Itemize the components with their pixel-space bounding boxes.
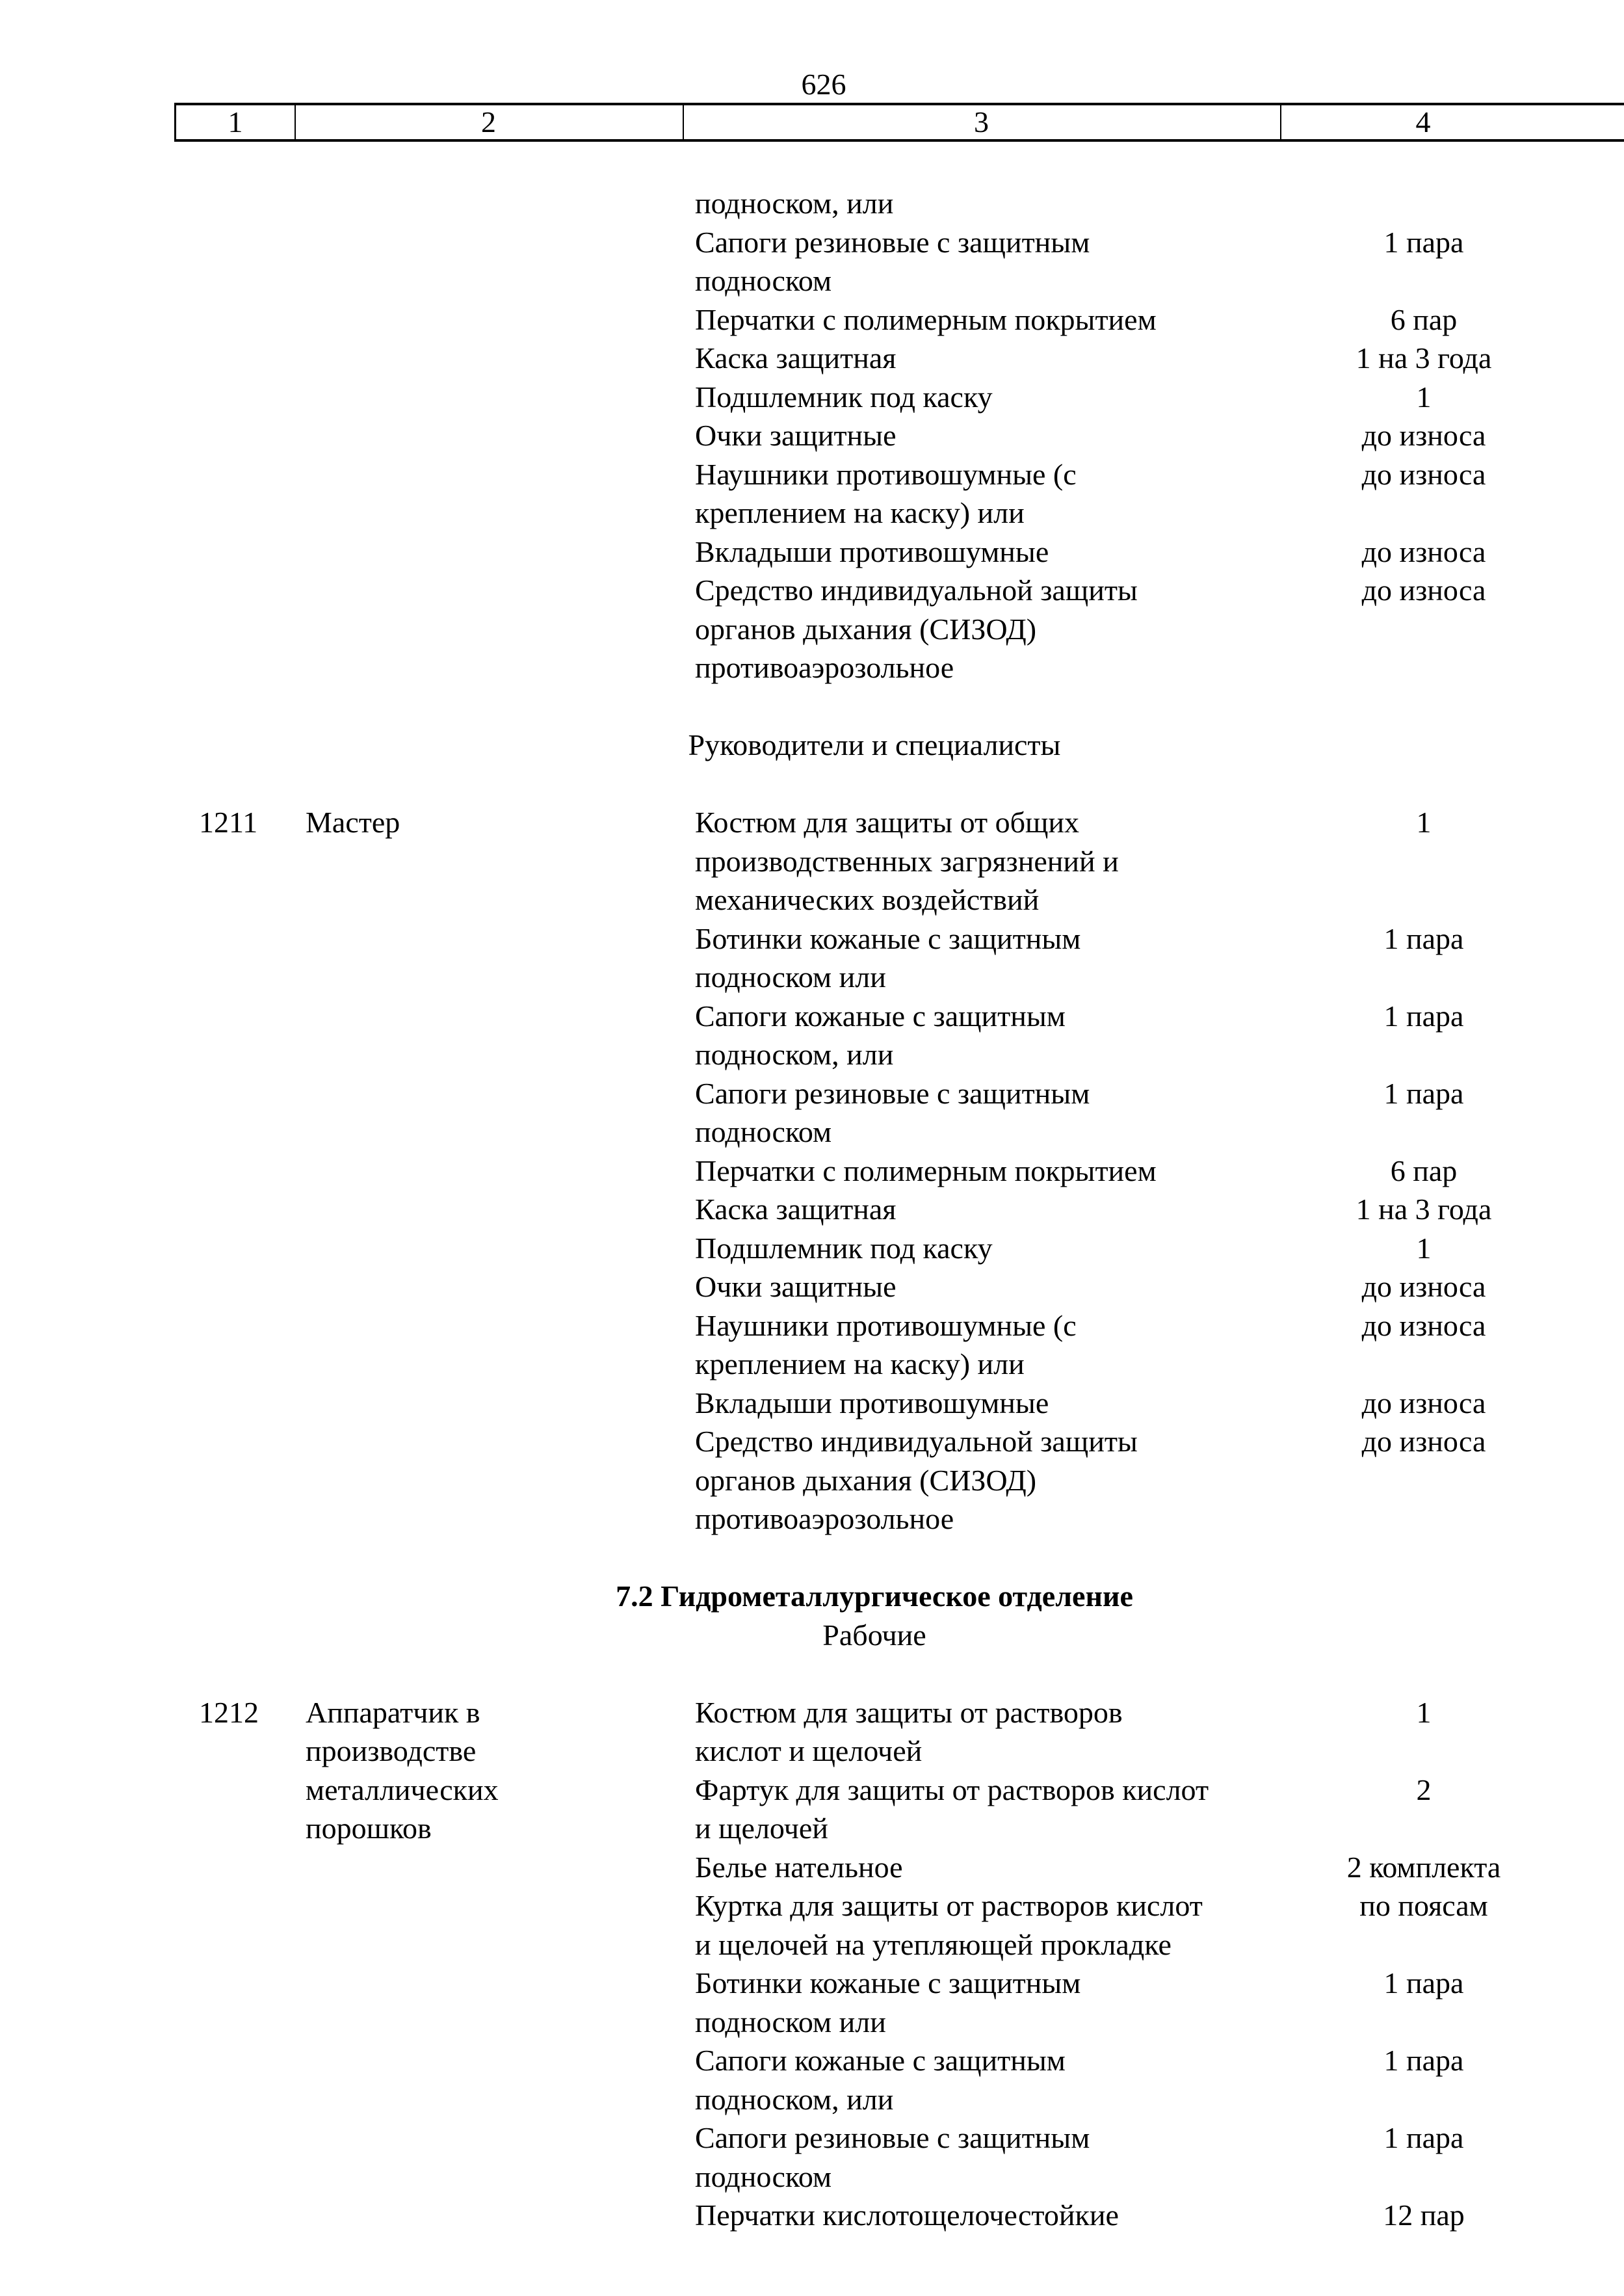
ppe-description xyxy=(695,1267,1278,1306)
ppe-item xyxy=(0,2196,1624,2235)
ppe-item xyxy=(0,1848,1624,1887)
ppe-description-line: подноском или xyxy=(695,960,886,994)
occupation-name-line: порошков xyxy=(306,1812,432,1845)
ppe-description-line: подноском или xyxy=(695,2005,886,2039)
ppe-description-line: Вкладыши противошумные xyxy=(695,534,1049,568)
ppe-item xyxy=(0,455,1624,533)
ppe-description xyxy=(695,2041,1278,2118)
ppe-quantity: до износа xyxy=(1361,574,1486,607)
occupation-name-line: Аппаратчик в xyxy=(306,1695,480,1729)
ppe-item xyxy=(0,1384,1624,1423)
ppe-description xyxy=(695,1074,1278,1152)
ppe-quantity: 1 пара xyxy=(1383,1076,1464,1110)
ppe-description-line: Костюм для защиты от растворов xyxy=(695,1695,1123,1729)
column-header-3: 3 xyxy=(683,105,1281,139)
ppe-item xyxy=(0,2118,1624,2196)
occupation-name xyxy=(306,803,400,842)
ppe-quantity: 12 пар xyxy=(1383,2198,1465,2232)
section-heading: Руководители и специалисты xyxy=(688,728,1061,761)
ppe-description-line: Каска защитная xyxy=(695,341,897,375)
table-row-group xyxy=(0,1693,1624,2235)
ppe-description xyxy=(695,1384,1278,1423)
ppe-description xyxy=(695,2196,1278,2235)
ppe-description-line: подноском xyxy=(695,264,832,297)
ppe-description-line: Сапоги резиновые с защитным xyxy=(695,225,1090,259)
ppe-item xyxy=(0,1306,1624,1384)
ppe-description xyxy=(695,339,1278,378)
ppe-description-line: Сапоги резиновые с защитным xyxy=(695,1076,1090,1110)
column-header-4: 4 xyxy=(1415,105,1431,139)
table-row-group xyxy=(0,803,1624,1538)
ppe-description xyxy=(695,919,1278,997)
ppe-description-line: органов дыхания (СИЗОД) xyxy=(695,612,1037,646)
ppe-description-line: Перчатки с полимерным покрытием xyxy=(695,1154,1157,1187)
ppe-description-line: Ботинки кожаные с защитным xyxy=(695,1966,1081,1999)
ppe-description-line: Средство индивидуальной защиты xyxy=(695,1425,1138,1458)
ppe-description-line: Подшлемник под каску xyxy=(695,1231,993,1265)
section-heading: 7.2 Гидрометаллургическое отделение xyxy=(616,1579,1133,1613)
ppe-description-line: подноском, или xyxy=(695,2082,894,2116)
ppe-description xyxy=(695,1190,1278,1229)
ppe-quantity: до износа xyxy=(1361,534,1486,568)
ppe-quantity: 1 xyxy=(1416,806,1432,839)
document-body xyxy=(0,184,1624,2235)
ppe-item xyxy=(0,1886,1624,1964)
ppe-quantity: 2 комплекта xyxy=(1346,1850,1501,1884)
ppe-description-line: и щелочей xyxy=(695,1812,828,1845)
ppe-description xyxy=(695,1693,1278,1771)
ppe-description-line: противоаэрозольное xyxy=(695,651,954,684)
ppe-quantity: 1 пара xyxy=(1383,2121,1464,2154)
ppe-quantity: 1 пара xyxy=(1383,2044,1464,2077)
section-heading: Рабочие xyxy=(822,1618,926,1652)
ppe-item xyxy=(0,339,1624,378)
ppe-description-line: Сапоги кожаные с защитным xyxy=(695,999,1066,1033)
ppe-item xyxy=(0,1190,1624,1229)
ppe-item xyxy=(0,416,1624,455)
ppe-description xyxy=(695,2118,1278,2196)
ppe-item xyxy=(0,184,1624,223)
ppe-quantity: 1 пара xyxy=(1383,999,1464,1033)
ppe-description-line: Фартук для защиты от растворов кислот xyxy=(695,1773,1209,1806)
row-code: 1211 xyxy=(199,806,258,839)
spacer xyxy=(0,1654,1624,1693)
ppe-quantity: 1 на 3 года xyxy=(1356,1193,1492,1226)
ppe-item xyxy=(0,533,1624,572)
ppe-description xyxy=(695,1229,1278,1268)
ppe-description xyxy=(695,416,1278,455)
ppe-description-line: Наушники противошумные (с xyxy=(695,1308,1077,1342)
occupation-name-line: Мастер xyxy=(306,806,400,839)
ppe-description-line: Куртка для защиты от растворов кислот xyxy=(695,1889,1203,1922)
ppe-quantity: 1 пара xyxy=(1383,225,1464,259)
ppe-description-line: подноском, или xyxy=(695,187,894,220)
ppe-description-line: подноском xyxy=(695,1115,832,1148)
ppe-description xyxy=(695,1422,1278,1538)
ppe-item xyxy=(0,300,1624,339)
column-header-row xyxy=(174,103,1624,142)
ppe-description xyxy=(695,378,1278,417)
ppe-description-line: креплением на каску) или xyxy=(695,1347,1025,1380)
ppe-quantity: по поясам xyxy=(1359,1889,1488,1922)
ppe-description-line: и щелочей на утепляющей прокладке xyxy=(695,1927,1172,1961)
ppe-quantity: 1 xyxy=(1416,1231,1432,1265)
ppe-description-line: кислот и щелочей xyxy=(695,1734,923,1767)
ppe-description xyxy=(695,1886,1278,1964)
ppe-quantity: 1 пара xyxy=(1383,921,1464,955)
ppe-description-line: Средство индивидуальной защиты xyxy=(695,574,1138,607)
ppe-item xyxy=(0,997,1624,1074)
ppe-description-line: Очки защитные xyxy=(695,1270,897,1303)
ppe-quantity: до износа xyxy=(1361,1270,1486,1303)
ppe-quantity: 6 пар xyxy=(1390,1154,1458,1187)
spacer xyxy=(0,687,1624,726)
ppe-description-line: Костюм для защиты от общих xyxy=(695,806,1080,839)
ppe-description-line: Белье нательное xyxy=(695,1850,903,1884)
page-number: 626 xyxy=(801,68,846,101)
ppe-quantity: до износа xyxy=(1361,457,1486,491)
ppe-quantity: 1 пара xyxy=(1383,1966,1464,1999)
ppe-item xyxy=(0,1771,1624,1848)
ppe-quantity: 1 xyxy=(1416,1695,1432,1729)
ppe-description-line: Сапоги резиновые с защитным xyxy=(695,2121,1090,2154)
ppe-item xyxy=(0,2041,1624,2118)
ppe-description-line: подноском, или xyxy=(695,1038,894,1071)
ppe-item xyxy=(0,1074,1624,1152)
ppe-item xyxy=(0,1964,1624,2041)
ppe-description-line: механических воздействий xyxy=(695,883,1040,916)
ppe-description xyxy=(695,803,1278,919)
ppe-description-line: Сапоги кожаные с защитным xyxy=(695,2044,1066,2077)
ppe-item xyxy=(0,223,1624,300)
column-header-1: 1 xyxy=(176,105,296,139)
ppe-description-line: креплением на каску) или xyxy=(695,496,1025,529)
ppe-description-line: подноском xyxy=(695,2159,832,2193)
column-header-2: 2 xyxy=(295,105,684,139)
ppe-description-line: противоаэрозольное xyxy=(695,1502,954,1535)
ppe-description-line: производственных загрязнений и xyxy=(695,844,1119,878)
ppe-description xyxy=(695,1306,1278,1384)
ppe-item xyxy=(0,571,1624,687)
ppe-description xyxy=(695,1771,1278,1848)
spacer xyxy=(0,765,1624,804)
ppe-item xyxy=(0,378,1624,417)
row-code: 1212 xyxy=(199,1695,259,1729)
ppe-quantity: 2 xyxy=(1416,1773,1432,1806)
ppe-quantity: до износа xyxy=(1361,1386,1486,1419)
ppe-description-line: органов дыхания (СИЗОД) xyxy=(695,1463,1037,1497)
ppe-description xyxy=(695,997,1278,1074)
ppe-quantity: до износа xyxy=(1361,1425,1486,1458)
ppe-description-line: Вкладыши противошумные xyxy=(695,1386,1049,1419)
ppe-description-line: Каска защитная xyxy=(695,1193,897,1226)
spacer xyxy=(0,1538,1624,1577)
ppe-description xyxy=(695,1152,1278,1191)
ppe-description xyxy=(695,1848,1278,1887)
ppe-description xyxy=(695,300,1278,339)
occupation-name-line: производстве xyxy=(306,1734,477,1767)
ppe-description-line: Подшлемник под каску xyxy=(695,380,993,414)
ppe-quantity: 6 пар xyxy=(1390,302,1458,336)
ppe-description xyxy=(695,1964,1278,2041)
ppe-description xyxy=(695,184,1278,223)
ppe-quantity: 1 на 3 года xyxy=(1356,341,1492,375)
ppe-description xyxy=(695,455,1278,533)
ppe-quantity: до износа xyxy=(1361,1308,1486,1342)
ppe-description-line: Наушники противошумные (с xyxy=(695,457,1077,491)
ppe-quantity: до износа xyxy=(1361,419,1486,452)
ppe-description xyxy=(695,533,1278,572)
ppe-description xyxy=(695,571,1278,687)
ppe-description-line: Очки защитные xyxy=(695,419,897,452)
table-row-group xyxy=(0,184,1624,687)
ppe-description-line: Перчатки с полимерным покрытием xyxy=(695,302,1157,336)
ppe-quantity: 1 xyxy=(1416,380,1432,414)
ppe-item xyxy=(0,919,1624,997)
occupation-name-line: металлических xyxy=(306,1773,499,1806)
ppe-item xyxy=(0,1422,1624,1538)
ppe-description-line: Перчатки кислотощелочестойкие xyxy=(695,2198,1119,2232)
ppe-description xyxy=(695,223,1278,300)
ppe-quantity xyxy=(1278,184,1569,223)
ppe-item xyxy=(0,1229,1624,1268)
ppe-item xyxy=(0,1267,1624,1306)
ppe-item xyxy=(0,1152,1624,1191)
ppe-description-line: Ботинки кожаные с защитным xyxy=(695,921,1081,955)
occupation-name xyxy=(306,1693,499,1848)
